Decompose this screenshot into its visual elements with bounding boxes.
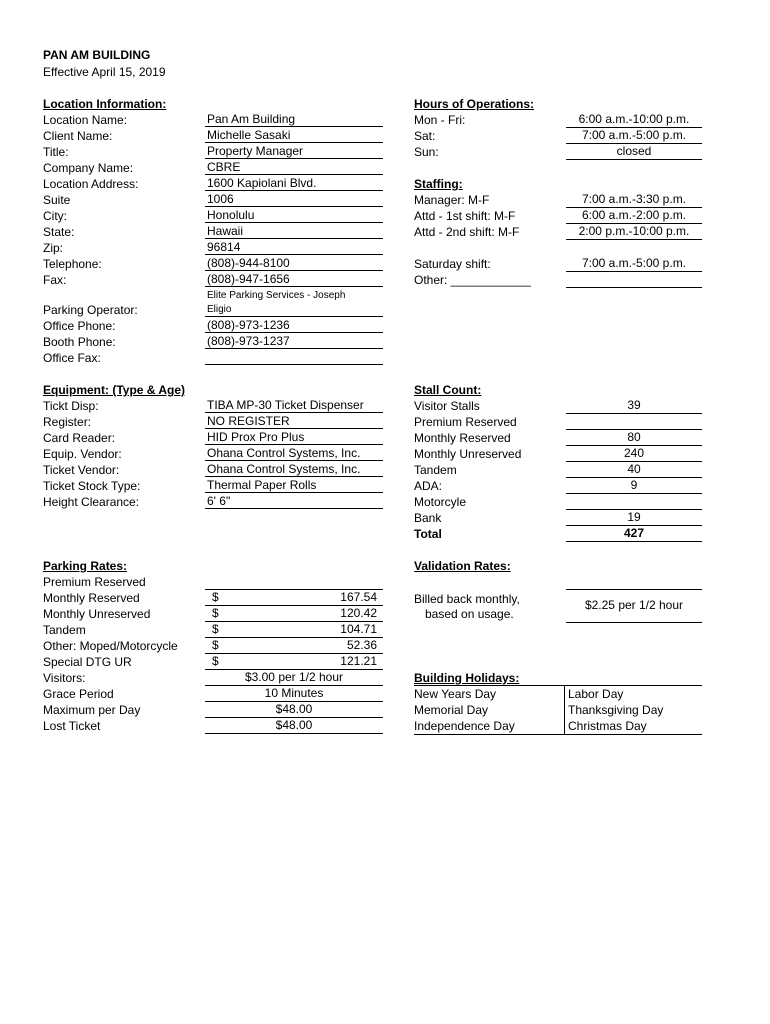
rate-amount: 104.71 xyxy=(340,622,377,636)
field-value: 1600 Kapiolani Blvd. xyxy=(205,176,383,191)
rate-label: Maximum per Day xyxy=(43,703,141,717)
equipment-label: Height Clearance: xyxy=(43,495,140,509)
field-value: Hawaii xyxy=(205,224,383,239)
stall-label: Monthly Unreserved xyxy=(414,447,522,461)
staffing-label: Manager: M-F xyxy=(414,193,490,207)
equipment-value: Thermal Paper Rolls xyxy=(205,478,383,493)
field-value: Pan Am Building xyxy=(205,112,383,127)
stall-label: ADA: xyxy=(414,479,443,493)
stall-value: 19 xyxy=(566,510,702,526)
stall-label: Motorcyle xyxy=(414,495,467,509)
validation-rate: $2.25 per 1/2 hour xyxy=(584,598,684,612)
field-label: Location Name: xyxy=(43,113,128,127)
rate-label: Other: Moped/Motorcycle xyxy=(43,639,178,653)
stall-count-heading: Stall Count: xyxy=(414,383,482,397)
hours-label: Sat: xyxy=(414,129,436,143)
staffing-heading: Staffing: xyxy=(414,177,463,191)
parking-operator-line1: Elite Parking Services - Joseph xyxy=(207,290,346,301)
stall-label: Total xyxy=(414,527,442,541)
staffing-value: 6:00 a.m.-2:00 p.m. xyxy=(566,208,702,224)
field-value: 96814 xyxy=(205,240,383,255)
holidays-table xyxy=(414,685,702,735)
equipment-value: NO REGISTER xyxy=(205,414,383,429)
currency-symbol: $ xyxy=(212,590,219,604)
rate-value-cell xyxy=(205,622,383,638)
rate-amount: 167.54 xyxy=(340,590,377,604)
equipment-value: TIBA MP-30 Ticket Dispenser xyxy=(205,398,383,413)
stall-value: 40 xyxy=(566,462,702,478)
rate-value-cell xyxy=(205,574,383,590)
holiday-item: Christmas Day xyxy=(568,719,647,733)
stall-value: 427 xyxy=(566,526,702,542)
field-label: Zip: xyxy=(43,241,64,255)
validation-text-line1: Billed back monthly, xyxy=(414,592,520,606)
field-label: Company Name: xyxy=(43,161,134,175)
holiday-item: New Years Day xyxy=(414,687,497,701)
parking-operator-line2: Eligio xyxy=(205,302,383,317)
rate-label: Monthly Reserved xyxy=(43,591,140,605)
field-value: Michelle Sasaki xyxy=(205,128,383,143)
field-label: Fax: xyxy=(43,273,67,287)
equipment-value: HID Prox Pro Plus xyxy=(205,430,383,445)
parking-rates-heading: Parking Rates: xyxy=(43,559,128,573)
field-label: Telephone: xyxy=(43,257,102,271)
rate-label: Tandem xyxy=(43,623,86,637)
currency-symbol: $ xyxy=(212,622,219,636)
rate-value-cell xyxy=(205,654,383,670)
equipment-value: 6' 6" xyxy=(205,494,383,509)
stall-value: 39 xyxy=(566,398,702,414)
currency-symbol: $ xyxy=(212,654,219,668)
field-label: City: xyxy=(43,209,67,223)
rate-amount: 121.21 xyxy=(340,654,377,668)
field-value: (808)-973-1237 xyxy=(205,334,383,349)
equipment-label: Ticket Stock Type: xyxy=(43,479,141,493)
rate-value-cell xyxy=(205,590,383,606)
saturday-shift-value: 7:00 a.m.-5:00 p.m. xyxy=(566,256,702,272)
equipment-label: Register: xyxy=(43,415,92,429)
holidays-heading: Building Holidays: xyxy=(414,671,520,685)
field-label: Location Address: xyxy=(43,177,139,191)
field-value: 1006 xyxy=(205,192,383,207)
equipment-heading: Equipment: (Type & Age) xyxy=(43,383,185,397)
equipment-label: Card Reader: xyxy=(43,431,116,445)
staffing-label: Attd - 1st shift: M-F xyxy=(414,209,516,223)
equipment-label: Ticket Vendor: xyxy=(43,463,120,477)
field-label: Booth Phone: xyxy=(43,335,116,349)
holiday-item: Independence Day xyxy=(414,719,515,733)
field-value xyxy=(205,350,383,365)
validation-box xyxy=(566,589,702,623)
equipment-value: Ohana Control Systems, Inc. xyxy=(205,446,383,461)
staffing-label: Attd - 2nd shift: M-F xyxy=(414,225,520,239)
saturday-shift-label: Saturday shift: xyxy=(414,257,491,271)
holidays-divider xyxy=(564,686,565,734)
field-label: Suite xyxy=(43,193,71,207)
staffing-value: 7:00 a.m.-3:30 p.m. xyxy=(566,192,702,208)
parking-operator-label: Parking Operator: xyxy=(43,303,138,317)
field-value: (808)-947-1656 xyxy=(205,272,383,287)
field-label: Client Name: xyxy=(43,129,113,143)
field-value: (808)-944-8100 xyxy=(205,256,383,271)
field-value: (808)-973-1236 xyxy=(205,318,383,333)
hours-heading: Hours of Operations: xyxy=(414,97,535,111)
currency-symbol: $ xyxy=(212,606,219,620)
rate-value: $3.00 per 1/2 hour xyxy=(205,670,383,686)
stall-value: 80 xyxy=(566,430,702,446)
validation-text-line2: based on usage. xyxy=(425,607,514,621)
hours-value: 7:00 a.m.-5:00 p.m. xyxy=(566,128,702,144)
rate-amount: 52.36 xyxy=(346,638,377,652)
field-label: Title: xyxy=(43,145,69,159)
field-label: Office Fax: xyxy=(43,351,101,365)
stall-label: Monthly Reserved xyxy=(414,431,511,445)
rate-value-cell xyxy=(205,606,383,622)
stall-value: 240 xyxy=(566,446,702,462)
rate-value: $48.00 xyxy=(205,702,383,718)
effective-date: Effective April 15, 2019 xyxy=(43,65,166,79)
field-value: Property Manager xyxy=(205,144,383,159)
hours-value: closed xyxy=(566,144,702,160)
equipment-label: Tickt Disp: xyxy=(43,399,99,413)
rate-label: Monthly Unreserved xyxy=(43,607,151,621)
holiday-item: Memorial Day xyxy=(414,703,489,717)
stall-label: Premium Reserved xyxy=(414,415,517,429)
hours-value: 6:00 a.m.-10:00 p.m. xyxy=(566,112,702,128)
rate-label: Special DTG UR xyxy=(43,655,132,669)
rate-label: Grace Period xyxy=(43,687,114,701)
staffing-value: 2:00 p.m.-10:00 p.m. xyxy=(566,224,702,240)
stall-value: 9 xyxy=(566,478,702,494)
field-label: State: xyxy=(43,225,75,239)
holiday-item: Thanksgiving Day xyxy=(568,703,664,717)
stall-label: Tandem xyxy=(414,463,457,477)
stall-value xyxy=(566,494,702,510)
rate-value-cell xyxy=(205,638,383,654)
rate-label: Premium Reserved xyxy=(43,575,146,589)
holiday-item: Labor Day xyxy=(568,687,624,701)
rate-value: 10 Minutes xyxy=(205,686,383,702)
stall-label: Visitor Stalls xyxy=(414,399,480,413)
rate-label: Visitors: xyxy=(43,671,86,685)
rate-label: Lost Ticket xyxy=(43,719,101,733)
rate-value: $48.00 xyxy=(205,718,383,734)
equipment-label: Equip. Vendor: xyxy=(43,447,122,461)
equipment-value: Ohana Control Systems, Inc. xyxy=(205,462,383,477)
currency-symbol: $ xyxy=(212,638,219,652)
document-title: PAN AM BUILDING xyxy=(43,48,151,62)
validation-heading: Validation Rates: xyxy=(414,559,511,573)
hours-label: Sun: xyxy=(414,145,439,159)
stall-value xyxy=(566,414,702,430)
field-value: CBRE xyxy=(205,160,383,175)
rate-amount: 120.42 xyxy=(340,606,377,620)
stall-label: Bank xyxy=(414,511,442,525)
location-heading: Location Information: xyxy=(43,97,167,111)
field-label: Office Phone: xyxy=(43,319,116,333)
other-shift-value xyxy=(566,272,702,288)
other-shift-label: Other: ____________ xyxy=(414,273,531,287)
hours-label: Mon - Fri: xyxy=(414,113,466,127)
field-value: Honolulu xyxy=(205,208,383,223)
